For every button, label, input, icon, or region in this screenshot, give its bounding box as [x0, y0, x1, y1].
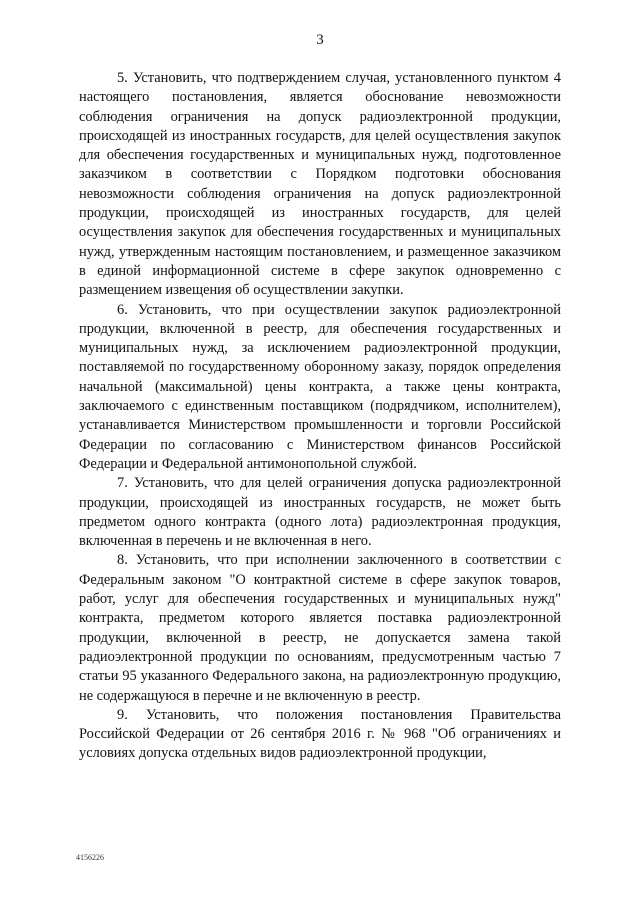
paragraph-7: 7. Установить, что для целей ограничения допуска радиоэлектронной продукции, происходящей из иностранных государств, не может быть предметом одного контракта (одного лота) радиоэлектронная продукция, включенная в перечень и не включенная в него.	[79, 475, 561, 550]
paragraph-8: 8. Установить, что при исполнении заключенного в соответствии с Федеральным законом "О контрактной системе в сфере закупок товаров, работ, услуг для обеспечения государственных и муниципальных нужд" контракта, предметом которого является поставка радиоэлектронной продукции, включенной в реестр, не допускается замена такой радиоэлектронной продукции по основаниям, предусмотренным частью 7 статьи 95 указанного Федерального закона, на радиоэлектронную продукцию, не содержащуюся в перечне и не включенную в реестр.	[79, 552, 561, 704]
document-code: 4156226	[76, 853, 104, 862]
paragraph-5: 5. Установить, что подтверждением случая, установленного пунктом 4 настоящего постановления, является обоснование невозможности соблюдения ограничения на допуск радиоэлектронной продукции, происходящей из иностранных государств, для целей осуществления закупок для обеспечения государственных и муниципальных нужд, подготовленное заказчиком в соответствии с Порядком подготовки обоснования невозможности соблюдения ограничения на допуск радиоэлектронной продукции, происходящей из иностранных государств, для целей осуществления закупок для обеспечения государственных и муниципальных нужд, утвержденным настоящим постановлением, и размещенное заказчиком в единой информационной системе в сфере закупок одновременно с размещением извещения об осуществлении закупки.	[79, 70, 561, 299]
page-number: 3	[316, 32, 324, 48]
paragraph-6: 6. Установить, что при осуществлении закупок радиоэлектронной продукции, включенной в реестр, для обеспечения государственных и муниципальных нужд, за исключением радиоэлектронной продукции, поставляемой по государственному оборонному заказу, порядок определения начальной (максимальной) цены контракта, а также цены контракта, заключаемого с единственным поставщиком (подрядчиком, исполнителем), устанавливается Министерством промышленности и торговли Российской Федерации по согласованию с Министерством финансов Российской Федерации и Федеральной антимонопольной службой.	[79, 301, 561, 472]
document-body	[79, 69, 561, 764]
paragraph-9: 9. Установить, что положения постановления Правительства Российской Федерации от 26 сентября 2016 г. № 968 "Об ограничениях и условиях допуска отдельных видов радиоэлектронной продукции,	[79, 706, 561, 762]
